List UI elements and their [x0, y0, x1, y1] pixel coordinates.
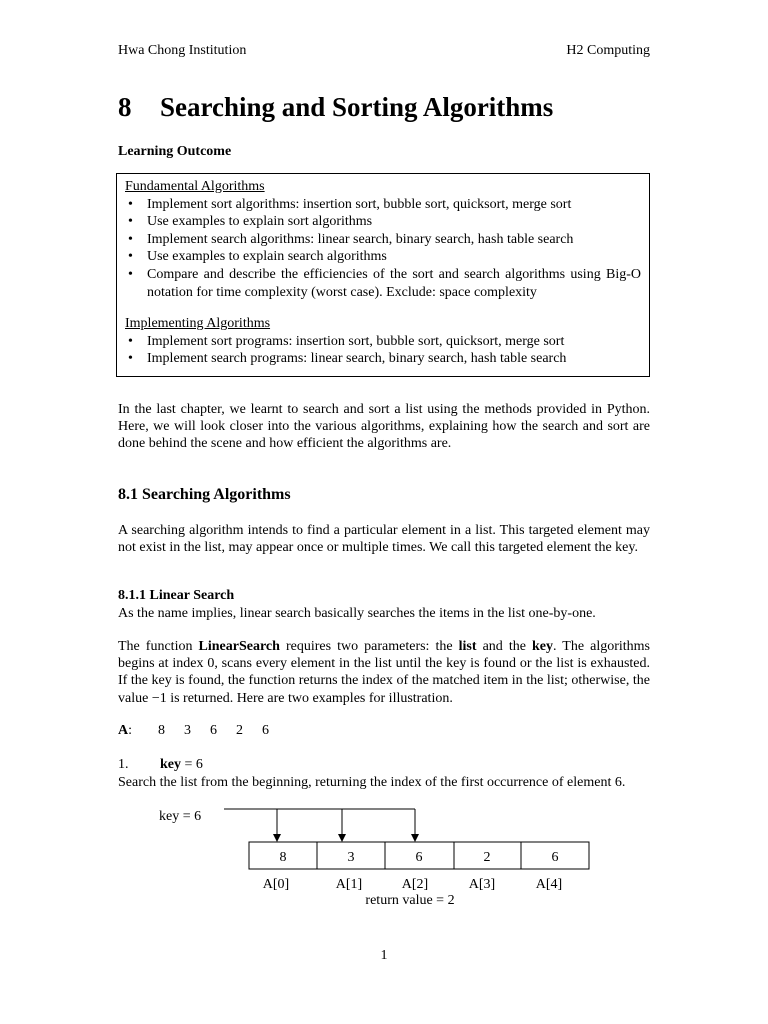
step-number: 1. [118, 757, 129, 772]
header-institution: Hwa Chong Institution [118, 43, 247, 58]
list-item-text: Use examples to explain sort algorithms [147, 214, 373, 230]
cell-index: A[3] [468, 877, 496, 892]
cell-value: 6 [415, 850, 423, 865]
group-title-fundamental: Fundamental Algorithms [125, 179, 265, 194]
arrow-head-icon [273, 834, 281, 842]
learning-outcome-heading: Learning Outcome [118, 144, 232, 159]
step-description: Search the list from the beginning, returning the index of the first occurrence of element 6. [118, 775, 626, 790]
cell-index: A[4] [535, 877, 563, 892]
cell-index: A[1] [335, 877, 363, 892]
page-number: 1 [380, 948, 388, 963]
list-item-text: Implement sort algorithms: insertion sort, bubble sort, quicksort, merge sort [147, 196, 572, 212]
array-colon: : [128, 723, 133, 738]
subsection-heading: 8.1.1 Linear Search [118, 588, 235, 603]
bullet-icon: • [128, 351, 133, 367]
list-item-text: Implement search algorithms: linear search, binary search, hash table search [147, 231, 574, 247]
bullet-icon: • [128, 249, 133, 265]
chapter-title-text: Searching and Sorting Algorithms [160, 92, 554, 122]
cell-index: A[2] [401, 877, 429, 892]
cell-indices [263, 877, 562, 892]
group-title-implementing: Implementing Algorithms [125, 316, 271, 332]
array-label: A [118, 723, 129, 738]
cell-index: A[0] [262, 877, 290, 892]
step-key-label: key [160, 757, 181, 772]
arrow-head-icon [338, 834, 346, 842]
bullet-icon: • [128, 214, 133, 230]
intro-paragraph: In the last chapter, we learnt to search and sort a list using the methods provided in Python. Here, we will look closer into the various algorithms, explaining how the search and sort are done behind the scene and how efficient the algorithms are. [118, 402, 650, 452]
chapter-number: 8 [118, 92, 132, 122]
subsection-intro: As the name implies, linear search basically searches the items in the list one-by-one. [118, 606, 596, 621]
bullet-icon: • [128, 196, 133, 212]
section-paragraph: A searching algorithm intends to find a particular element in a list. This targeted element may not exist in the list, may appear once or multiple times. We call this targeted element the key. [118, 523, 650, 556]
pointer-arrows [273, 809, 419, 842]
list-item-text: Implement search programs: linear search, binary search, hash table search [147, 351, 567, 367]
cell-value: 2 [483, 850, 491, 865]
bullet-icon: • [128, 231, 133, 247]
bullet-icon: • [128, 333, 133, 349]
list-item-text: Use examples to explain search algorithms [147, 249, 387, 265]
array-values: 8 3 6 2 6 [158, 723, 270, 738]
list-item-text: Compare and describe the efficiencies of the sort and search algorithms using Big-O notation for time complexity (worst case). Exclude: space complexity [147, 266, 641, 300]
linear-search-description: The function LinearSearch requires two parameters: the list and the key. The algorithms begins at index 0, scans every element in the list until the key is found or the list is exhausted. If the key is found, the function returns the index of the matched item in the list; otherwise, the value −1 is returned. Here are two examples for illustration. [118, 639, 650, 706]
list-item-text: Implement sort programs: insertion sort, bubble sort, quicksort, merge sort [147, 333, 565, 349]
cell-value: 8 [279, 850, 287, 865]
arrow-head-icon [411, 834, 419, 842]
cell-values [280, 850, 559, 865]
cell-value: 6 [551, 850, 559, 865]
header-subject: H2 Computing [566, 43, 650, 58]
section-heading: 8.1 Searching Algorithms [118, 486, 291, 503]
diagram-key-label: key = 6 [159, 809, 202, 824]
step-key-value: = 6 [181, 757, 203, 772]
cell-value: 3 [347, 850, 355, 865]
return-value-label: return value = 2 [365, 893, 455, 908]
bullet-icon: • [128, 266, 133, 282]
